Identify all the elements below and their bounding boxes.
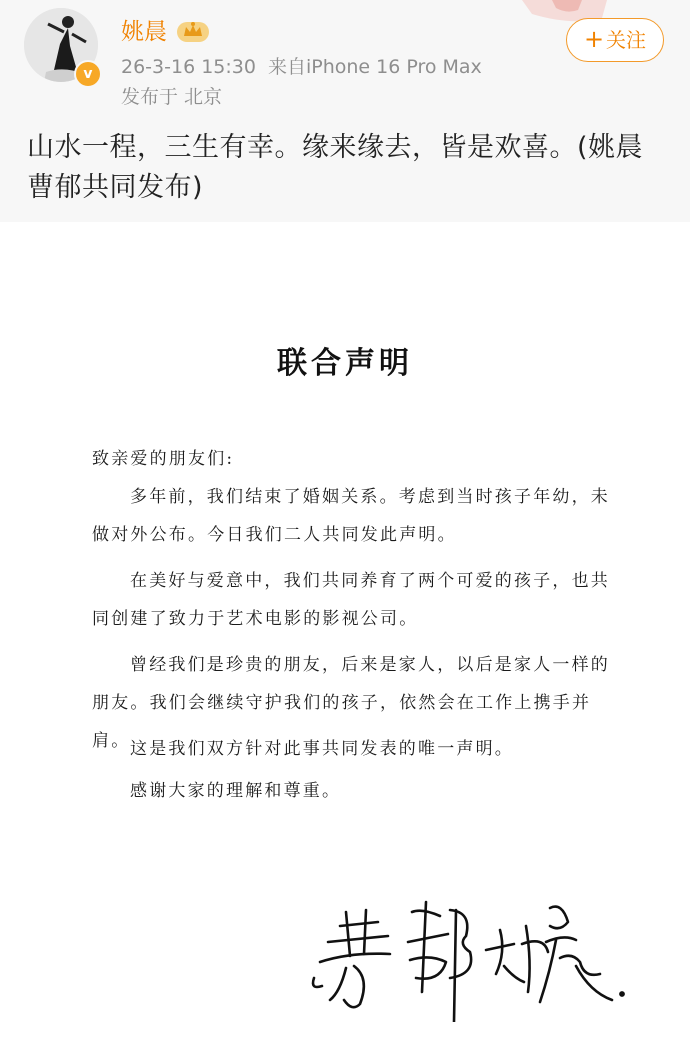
vip-crown-icon	[176, 18, 210, 44]
statement-salutation: 致亲爱的朋友们:	[92, 449, 235, 469]
user-name[interactable]: 姚晨	[121, 19, 167, 45]
statement-paragraph: 感谢大家的理解和尊重。	[130, 781, 342, 801]
signature-yao-chen	[486, 907, 624, 1002]
post-source: 来自iPhone 16 Pro Max	[267, 56, 482, 78]
statement-paragraph: 这是我们双方针对此事共同发表的唯一声明。	[130, 739, 514, 759]
statement-paragraph: 在美好与爱意中，我们共同养育了两个可爱的孩子，也共同创建了致力于艺术电影的影视公司。	[92, 571, 610, 629]
signature-cao-yu	[313, 902, 471, 1022]
statement-paragraph: 曾经我们是珍贵的朋友，后来是家人，以后是家人一样的朋友。我们会继续守护我们的孩子，依然会在工作上携手并肩。	[92, 655, 610, 751]
statement-image[interactable]	[0, 222, 690, 1042]
verified-badge-icon: v	[74, 60, 102, 88]
post-timestamp: 26-3-16 15:30	[121, 56, 256, 78]
follow-button[interactable]	[566, 18, 664, 62]
statement-paragraph: 多年前，我们结束了婚姻关系。考虑到当时孩子年幼，未做对外公布。今日我们二人共同发此声明。	[92, 487, 610, 545]
post-text: 山水一程，三生有幸。缘来缘去，皆是欢喜。(姚晨曹郁共同发布)	[27, 132, 644, 203]
follow-label: 关注	[606, 28, 647, 52]
statement-title: 联合声明	[277, 346, 413, 381]
post-meta	[121, 54, 494, 80]
post-location: 发布于 北京	[121, 86, 223, 108]
handwritten-signatures	[300, 882, 660, 1022]
post-header	[0, 0, 690, 118]
plus-icon: +	[583, 25, 605, 53]
